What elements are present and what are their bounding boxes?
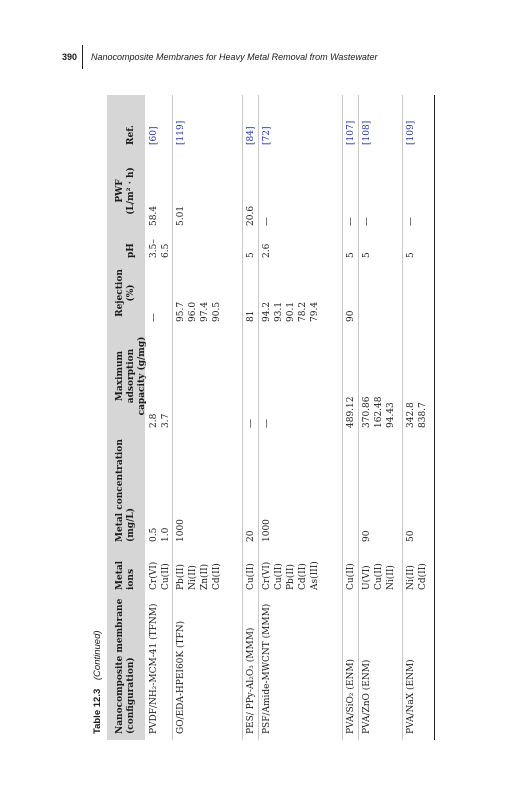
table-row xyxy=(172,95,243,740)
cell-pwf: — xyxy=(262,217,272,226)
cell-concentration: 1000 xyxy=(262,519,272,542)
cell-pwf: — xyxy=(406,217,416,226)
cell-ph: 2.6 xyxy=(262,243,272,258)
cell-ions: Ni(II) Cd(II) xyxy=(406,563,428,590)
cell-pwf: — xyxy=(346,217,356,226)
running-header xyxy=(40,45,510,71)
cell-pwf: 5.01 xyxy=(176,205,186,226)
header-ref: Ref. xyxy=(126,125,136,145)
book-title: Nanocomposite Membranes for Heavy Metal Removal from Wastewater xyxy=(91,52,378,62)
cell-ions: Cr(VI) Cu(II) xyxy=(149,561,171,590)
cell-ions: U(VI) Cu(II) Ni(II) xyxy=(362,563,396,590)
header-ions: Metal ions xyxy=(115,560,136,590)
cell-concentration: 50 xyxy=(406,530,416,542)
cell-membrane: PVA/SiO₂ (ENM) xyxy=(346,658,356,734)
cell-pwf: 58.4 xyxy=(149,205,159,226)
table-row xyxy=(258,95,343,740)
rotated-table xyxy=(92,95,437,740)
header-capacity: Maximum adsorption capacity (g/mg) xyxy=(115,336,147,416)
cell-rejection: — xyxy=(149,313,159,322)
cell-rejection: 81 xyxy=(246,310,256,322)
cell-ref: [108] xyxy=(362,120,372,145)
cell-membrane: PVDF/NH₂-MCM-41 (TFNM) xyxy=(149,603,159,734)
cell-pwf: — xyxy=(362,217,372,226)
cell-ref: [119] xyxy=(176,120,186,145)
cell-capacity: 342.8 838.7 xyxy=(406,402,428,428)
cell-concentration: 20 xyxy=(246,530,256,542)
cell-rejection: 95.7 96.0 97.4 90.5 xyxy=(176,301,222,322)
table-bottom-rule xyxy=(434,95,435,740)
table-caption-label: Table 12.3 xyxy=(92,688,103,734)
table-row xyxy=(402,95,433,740)
cell-capacity: 370.86 162.48 94.43 xyxy=(362,396,396,428)
cell-ph: 5 xyxy=(362,252,372,258)
cell-rejection: 94.2 93.1 90.1 78.2 79.4 xyxy=(262,301,320,322)
header-concentration: Metal concentration (mg/L) xyxy=(115,439,136,542)
header-membrane: Nanocomposite membrane (configuration) xyxy=(115,598,136,734)
cell-ref: [107] xyxy=(346,120,356,145)
cell-pwf: 20.6 xyxy=(246,205,256,226)
cell-ph: 5 xyxy=(406,252,416,258)
cell-capacity: 489.12 xyxy=(346,396,356,428)
header-divider xyxy=(82,45,83,69)
cell-ions: Pb(II) Ni(II) Zn(II) Cd(II) xyxy=(176,563,222,590)
cell-concentration: 90 xyxy=(362,530,372,542)
cell-ph: 5 xyxy=(346,252,356,258)
cell-concentration: 1000 xyxy=(176,519,186,542)
header-pwf: PWF (L/m² · h) xyxy=(115,167,136,215)
table-row xyxy=(242,95,259,740)
cell-capacity: 2.8 3.7 xyxy=(149,413,171,428)
cell-ph: 3.5– 6.5 xyxy=(149,239,171,258)
cell-capacity: — xyxy=(246,419,256,428)
cell-rejection: 90 xyxy=(346,310,356,322)
cell-ions: Cu(II) xyxy=(346,563,356,590)
cell-capacity: — xyxy=(262,419,272,428)
header-rejection: Rejection (%) xyxy=(115,269,136,317)
cell-ions: Cr(VI) Cu(II) Pb(II) Cd(II) As(III) xyxy=(262,561,320,590)
table-header-row xyxy=(107,95,145,740)
cell-membrane: GO/EDA-HPEI60K (TFN) xyxy=(176,620,186,734)
cell-membrane: PVA/NaX (ENM) xyxy=(406,659,416,734)
cell-ph: 5 xyxy=(246,252,256,258)
header-ph: pH xyxy=(126,243,136,258)
page-number: 390 xyxy=(62,52,78,62)
table-caption-continued: (Continued) xyxy=(92,630,103,681)
table-row xyxy=(342,95,359,740)
cell-ions: Cu(II) xyxy=(246,563,256,590)
cell-ref: [60] xyxy=(149,126,159,145)
cell-ref: [72] xyxy=(262,126,272,145)
cell-membrane: PVA/ZnO (ENM) xyxy=(362,659,372,734)
cell-ref: [109] xyxy=(406,120,416,145)
cell-concentration: 0.5 1.0 xyxy=(149,527,171,542)
cell-ref: [84] xyxy=(246,126,256,145)
table-row xyxy=(358,95,403,740)
cell-membrane: PES/ PPy-Al₂O₃ (MMM) xyxy=(246,627,256,734)
table-caption xyxy=(92,630,103,734)
cell-membrane: PSF/Amide-MWCNT (MMM) xyxy=(262,603,272,734)
